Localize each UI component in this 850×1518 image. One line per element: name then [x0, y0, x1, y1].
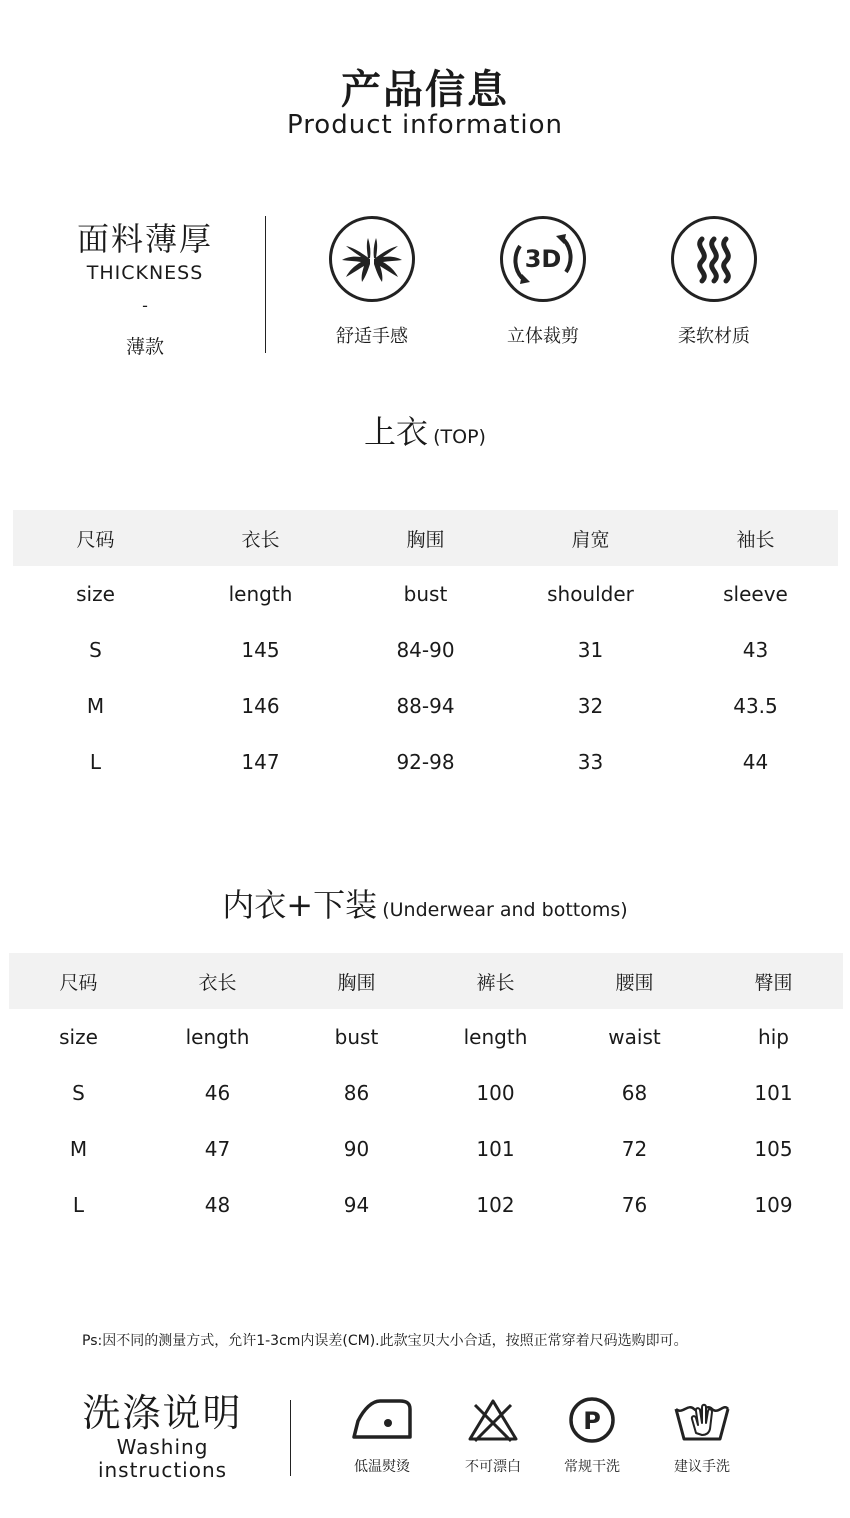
hands-touch-icon [329, 216, 415, 302]
table-cell: 90 [343, 1137, 370, 1161]
table-cell: length [228, 582, 293, 606]
table-cell: 147 [241, 750, 280, 774]
size-note: Ps:因不同的测量方式，允许1-3cm内误差(CM).此款宝贝大小合适，按照正常穿着尺码选购即可。 [82, 1333, 688, 1349]
table-header-cell: 胸围 [343, 510, 508, 566]
table-cell: 72 [621, 1137, 648, 1161]
table-cell: 44 [742, 750, 769, 774]
feature-label: 舒适手感 [336, 326, 408, 347]
wash-item-label: 建议手洗 [674, 1459, 730, 1475]
table-cell: waist [608, 1025, 661, 1049]
thickness-title-en: THICKNESS [86, 262, 204, 284]
top-title-cn: 上衣 [364, 413, 429, 451]
table-header-row [9, 953, 843, 1009]
wash-item-label: 低温熨烫 [354, 1459, 410, 1475]
dry-clean-icon [542, 1392, 642, 1448]
washing-title-en-line1: Washing [116, 1435, 209, 1459]
wash-item-label: 不可漂白 [465, 1459, 521, 1475]
feature-label: 立体裁剪 [507, 326, 579, 347]
table-cell: 94 [343, 1193, 370, 1217]
table-cell: sleeve [723, 582, 788, 606]
table-header-cell: 尺码 [9, 953, 148, 1009]
wash-item-low-iron [332, 1392, 432, 1476]
thickness-separator: - [142, 296, 148, 315]
page-title: 产品信息 [341, 67, 509, 113]
thickness-value: 薄款 [125, 336, 164, 358]
table-cell: 102 [476, 1193, 515, 1217]
table-cell: 68 [621, 1081, 648, 1105]
table-cell: 101 [754, 1081, 793, 1105]
table-header-cell: 衣长 [178, 510, 343, 566]
table-cell: 88-94 [396, 694, 455, 718]
table-cell: 48 [204, 1193, 231, 1217]
table-cell: 47 [204, 1137, 231, 1161]
thickness-title: 面料薄厚 [76, 220, 213, 258]
table-cell: 84-90 [396, 638, 455, 662]
table-header-cell: 袖长 [673, 510, 838, 566]
table-cell: length [185, 1025, 250, 1049]
table-cell: 145 [241, 638, 280, 662]
table-row [13, 678, 838, 734]
hand-wash-icon [652, 1392, 752, 1448]
feature-soft [654, 216, 774, 348]
table-cell: 43.5 [733, 694, 778, 718]
table-cell: 146 [241, 694, 280, 718]
feature-comfort [312, 216, 432, 348]
table-cell: 100 [476, 1081, 515, 1105]
table-cell: M [86, 694, 105, 718]
top-size-table [13, 510, 838, 790]
table-header-cell: 腰围 [565, 953, 704, 1009]
table-cell: L [72, 1193, 85, 1217]
table-row [13, 622, 838, 678]
table-cell: S [89, 638, 102, 662]
bottom-section-title [0, 880, 850, 926]
table-cell: hip [758, 1025, 789, 1049]
table-row [9, 1121, 843, 1177]
top-title-en: (TOP) [433, 426, 486, 448]
3d-icon-text: 3D [524, 245, 562, 273]
bottom-title-cn: 内衣+下装 [222, 886, 378, 924]
washing-divider [290, 1400, 291, 1476]
table-cell: 33 [577, 750, 604, 774]
table-cell: 43 [742, 638, 769, 662]
table-cell: bust [403, 582, 448, 606]
washing-title: 洗涤说明 [82, 1391, 243, 1435]
table-header-cell: 胸围 [287, 953, 426, 1009]
table-header-cell: 裤长 [426, 953, 565, 1009]
table-cell: 86 [343, 1081, 370, 1105]
table-cell: size [76, 582, 115, 606]
thickness-divider [265, 216, 266, 353]
table-row [9, 1009, 843, 1065]
table-cell: size [59, 1025, 98, 1049]
bottom-title-en: (Underwear and bottoms) [382, 899, 628, 921]
table-header-cell: 肩宽 [508, 510, 673, 566]
table-cell: shoulder [547, 582, 634, 606]
table-row [9, 1177, 843, 1233]
3d-rotate-icon [500, 216, 586, 302]
no-bleach-icon [443, 1392, 543, 1448]
feature-3d-cut [483, 216, 603, 348]
table-cell: 31 [577, 638, 604, 662]
table-row [9, 1065, 843, 1121]
dry-clean-icon-text: P [583, 1407, 601, 1435]
washing-title-en [70, 1436, 255, 1482]
low-iron-icon [332, 1392, 432, 1448]
table-cell: 32 [577, 694, 604, 718]
wash-item-hand-wash [652, 1392, 752, 1476]
table-cell: 109 [754, 1193, 793, 1217]
table-cell: 92-98 [396, 750, 455, 774]
wash-item-no-bleach [443, 1392, 543, 1476]
table-cell: M [69, 1137, 88, 1161]
soft-waves-icon [671, 216, 757, 302]
wash-item-dry-clean [542, 1392, 642, 1476]
table-cell: 101 [476, 1137, 515, 1161]
page-subtitle: Product information [286, 110, 564, 140]
table-cell: L [89, 750, 102, 774]
table-cell: 105 [754, 1137, 793, 1161]
table-header-cell: 尺码 [13, 510, 178, 566]
table-cell: 76 [621, 1193, 648, 1217]
bottom-size-table [9, 953, 843, 1233]
table-cell: length [463, 1025, 528, 1049]
table-cell: 46 [204, 1081, 231, 1105]
table-header-cell: 衣长 [148, 953, 287, 1009]
table-header-cell: 臀围 [704, 953, 843, 1009]
top-section-title [0, 407, 850, 453]
table-cell: bust [334, 1025, 379, 1049]
feature-label: 柔软材质 [678, 326, 750, 347]
table-row [13, 566, 838, 622]
table-cell: S [72, 1081, 85, 1105]
table-header-row [13, 510, 838, 566]
wash-item-label: 常规干洗 [564, 1459, 620, 1475]
table-row [13, 734, 838, 790]
washing-title-en-line2: instructions [97, 1458, 228, 1482]
